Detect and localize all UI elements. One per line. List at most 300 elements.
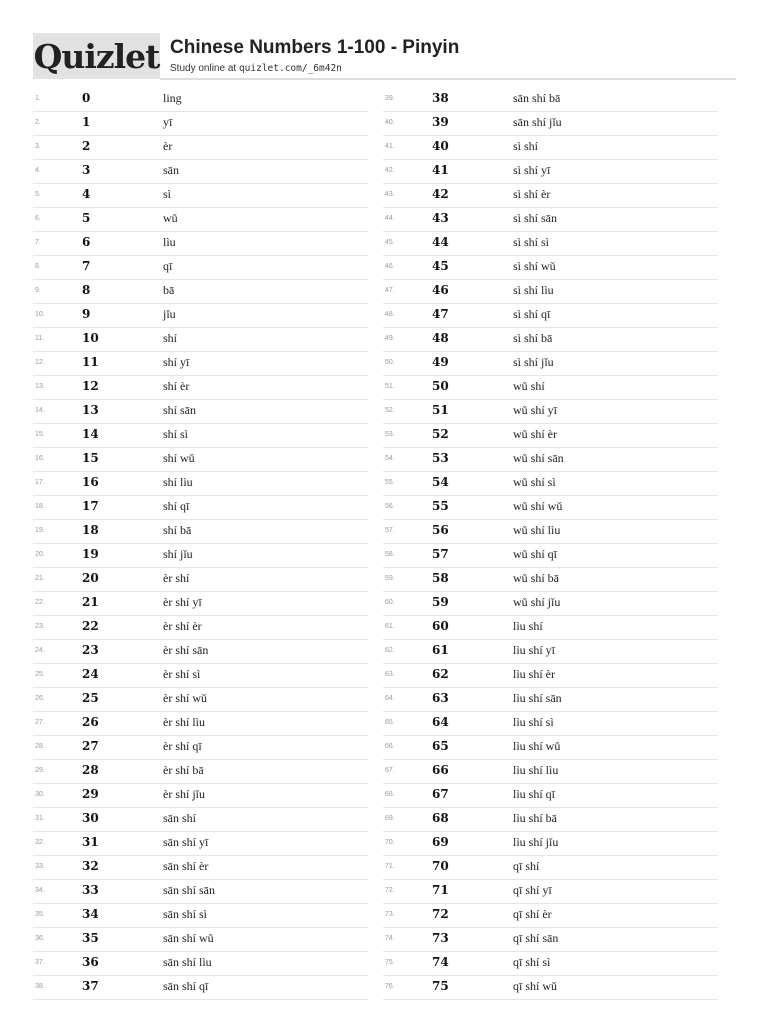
card-term: 17 <box>82 499 99 513</box>
card-definition: sì shí jǐu <box>513 355 554 369</box>
card-term: 22 <box>82 619 99 633</box>
card-definition: wǔ shí lìu <box>513 523 561 537</box>
card-row <box>33 472 368 496</box>
card-definition: sān shí sān <box>163 883 215 897</box>
card-row <box>383 208 718 232</box>
subtitle-prefix: Study online at <box>170 63 237 74</box>
study-link[interactable]: quizlet.com/_6m42n <box>238 63 342 74</box>
card-number: 53. <box>385 431 395 438</box>
card-number: 7. <box>35 239 41 246</box>
card-number: 26. <box>35 695 45 702</box>
card-definition: sān <box>163 163 179 177</box>
card-number: 31. <box>35 815 45 822</box>
card-row <box>383 256 718 280</box>
card-row <box>383 856 718 880</box>
card-number: 75. <box>385 959 395 966</box>
card-number: 37. <box>35 959 45 966</box>
card-term: 13 <box>82 403 99 417</box>
card-number: 65. <box>385 719 395 726</box>
card-definition: qī shí <box>513 859 540 873</box>
card-row <box>383 328 718 352</box>
card-definition: wǔ shí qī <box>513 547 558 561</box>
card-definition: lìu shí jǐu <box>513 835 559 849</box>
card-definition: sān shí <box>163 811 196 825</box>
card-row <box>33 376 368 400</box>
card-number: 1. <box>35 95 41 102</box>
card-definition: wǔ <box>163 211 178 225</box>
card-row <box>33 952 368 976</box>
card-number: 72. <box>385 887 395 894</box>
card-row <box>383 664 718 688</box>
card-term: 25 <box>82 691 99 705</box>
card-number: 48. <box>385 311 395 318</box>
card-definition: qī shí sān <box>513 931 559 945</box>
card-definition: lìu shí <box>513 619 543 633</box>
card-row <box>33 736 368 760</box>
card-number: 21. <box>35 575 45 582</box>
card-term: 70 <box>432 859 449 873</box>
card-term: 9 <box>82 307 91 321</box>
card-term: 40 <box>432 139 449 153</box>
card-row <box>383 784 718 808</box>
card-definition: wǔ shí wǔ <box>513 499 563 513</box>
card-row <box>33 232 368 256</box>
card-term: 66 <box>432 763 449 777</box>
card-definition: sì shí wǔ <box>513 259 556 273</box>
card-number: 49. <box>385 335 395 342</box>
card-definition: wǔ shí èr <box>513 427 557 441</box>
card-term: 48 <box>432 331 449 345</box>
card-term: 69 <box>432 835 449 849</box>
card-definition: sān shí bā <box>513 91 561 105</box>
card-row <box>33 184 368 208</box>
card-term: 27 <box>82 739 99 753</box>
card-row <box>383 544 718 568</box>
card-term: 57 <box>432 547 449 561</box>
card-term: 23 <box>82 643 99 657</box>
card-number: 11. <box>35 335 45 342</box>
card-row <box>33 640 368 664</box>
card-definition: sì shí lìu <box>513 283 554 297</box>
card-row <box>33 784 368 808</box>
card-row <box>33 544 368 568</box>
card-row <box>33 208 368 232</box>
card-definition: sān shí yī <box>163 835 209 849</box>
card-term: 55 <box>432 499 449 513</box>
card-definition: shí bā <box>163 523 192 537</box>
card-term: 18 <box>82 523 99 537</box>
card-row <box>33 88 368 112</box>
card-definition: èr shí sān <box>163 643 209 657</box>
card-number: 43. <box>385 191 395 198</box>
card-number: 25. <box>35 671 45 678</box>
card-number: 16. <box>35 455 45 462</box>
card-definition: lìu shí wǔ <box>513 739 561 753</box>
card-number: 4. <box>35 167 41 174</box>
card-definition: bā <box>163 283 175 297</box>
card-number: 69. <box>385 815 395 822</box>
card-term: 3 <box>82 163 91 177</box>
card-term: 41 <box>432 163 449 177</box>
card-number: 42. <box>385 167 395 174</box>
card-term: 28 <box>82 763 99 777</box>
card-row <box>33 808 368 832</box>
card-term: 39 <box>432 115 449 129</box>
card-number: 10. <box>35 311 45 318</box>
card-definition: wǔ shí bā <box>513 571 559 585</box>
card-definition: sì shí èr <box>513 187 551 201</box>
card-row <box>383 112 718 136</box>
card-definition: wǔ shí jǐu <box>513 595 561 609</box>
card-definition: lìu shí lìu <box>513 763 559 777</box>
card-term: 62 <box>432 667 449 681</box>
card-number: 67. <box>385 767 395 774</box>
card-definition: wǔ shí sān <box>513 451 564 465</box>
card-term: 56 <box>432 523 449 537</box>
card-term: 10 <box>82 331 99 345</box>
card-definition: wǔ shí <box>513 379 545 393</box>
card-definition: lìu shí èr <box>513 667 555 681</box>
card-number: 24. <box>35 647 45 654</box>
card-number: 62. <box>385 647 395 654</box>
card-definition: qī shí wǔ <box>513 979 558 993</box>
card-row <box>33 520 368 544</box>
card-row <box>33 856 368 880</box>
card-row <box>33 712 368 736</box>
card-term: 50 <box>432 379 449 393</box>
card-number: 59. <box>385 575 395 582</box>
card-term: 52 <box>432 427 449 441</box>
card-definition: èr shí sì <box>163 667 201 681</box>
card-term: 47 <box>432 307 449 321</box>
card-definition: shí lìu <box>163 475 193 489</box>
card-number: 22. <box>35 599 45 606</box>
card-number: 60. <box>385 599 395 606</box>
card-row <box>33 592 368 616</box>
card-term: 20 <box>82 571 99 585</box>
card-row <box>383 736 718 760</box>
card-definition: shí qī <box>163 499 190 513</box>
quizlet-logo <box>33 33 160 79</box>
page-header <box>33 33 736 81</box>
card-term: 16 <box>82 475 99 489</box>
card-row <box>383 928 718 952</box>
card-definition: qī <box>163 259 173 273</box>
card-term: 4 <box>82 187 91 201</box>
card-term: 15 <box>82 451 99 465</box>
card-row <box>383 808 718 832</box>
card-number: 34. <box>35 887 45 894</box>
page-title: Chinese Numbers 1-100 - Pinyin <box>170 37 460 58</box>
card-row <box>383 376 718 400</box>
card-row <box>383 976 718 1000</box>
card-number: 15. <box>35 431 45 438</box>
card-term: 26 <box>82 715 99 729</box>
card-term: 45 <box>432 259 449 273</box>
card-term: 46 <box>432 283 449 297</box>
header-divider <box>160 78 736 80</box>
card-number: 52. <box>385 407 395 414</box>
card-term: 59 <box>432 595 449 609</box>
card-term: 12 <box>82 379 99 393</box>
card-number: 8. <box>35 263 41 270</box>
card-term: 32 <box>82 859 99 873</box>
card-term: 21 <box>82 595 99 609</box>
card-term: 75 <box>432 979 449 993</box>
card-term: 63 <box>432 691 449 705</box>
card-row <box>383 760 718 784</box>
card-row <box>33 304 368 328</box>
card-number: 33. <box>35 863 45 870</box>
card-definition: shí sān <box>163 403 196 417</box>
card-number: 46. <box>385 263 395 270</box>
card-definition: ling <box>163 91 182 105</box>
logo-text: Quizlet <box>33 36 160 76</box>
card-number: 76. <box>385 983 395 990</box>
card-term: 7 <box>82 259 91 273</box>
card-definition: lìu shí bā <box>513 811 557 825</box>
card-number: 55. <box>385 479 395 486</box>
card-row <box>33 976 368 1000</box>
card-number: 44. <box>385 215 395 222</box>
card-term: 72 <box>432 907 449 921</box>
card-row <box>33 688 368 712</box>
card-row <box>33 352 368 376</box>
card-number: 35. <box>35 911 45 918</box>
card-term: 37 <box>82 979 99 993</box>
card-term: 73 <box>432 931 449 945</box>
card-term: 6 <box>82 235 91 249</box>
card-term: 61 <box>432 643 449 657</box>
card-definition: yī <box>163 115 173 129</box>
card-term: 0 <box>82 91 91 105</box>
card-definition: sān shí wǔ <box>163 931 214 945</box>
card-number: 38. <box>35 983 45 990</box>
card-number: 6. <box>35 215 41 222</box>
card-row <box>33 904 368 928</box>
card-number: 13. <box>35 383 45 390</box>
card-definition: wǔ shí yī <box>513 403 558 417</box>
card-row <box>383 640 718 664</box>
card-term: 5 <box>82 211 91 225</box>
card-definition: sān shí èr <box>163 859 209 873</box>
card-row <box>33 496 368 520</box>
card-definition: qī shí èr <box>513 907 552 921</box>
card-definition: lìu shí sān <box>513 691 562 705</box>
card-row <box>33 928 368 952</box>
card-row <box>383 496 718 520</box>
card-number: 54. <box>385 455 395 462</box>
card-term: 53 <box>432 451 449 465</box>
card-term: 42 <box>432 187 449 201</box>
card-number: 28. <box>35 743 45 750</box>
card-row <box>383 304 718 328</box>
card-row <box>33 760 368 784</box>
card-definition: sān shí jǐu <box>513 115 562 129</box>
card-number: 71. <box>385 863 395 870</box>
card-term: 43 <box>432 211 449 225</box>
card-definition: lìu <box>163 235 176 249</box>
card-term: 1 <box>82 115 91 129</box>
card-definition: sì <box>163 187 172 201</box>
card-number: 36. <box>35 935 45 942</box>
card-number: 58. <box>385 551 395 558</box>
card-term: 24 <box>82 667 99 681</box>
card-row <box>383 424 718 448</box>
card-term: 19 <box>82 547 99 561</box>
card-term: 34 <box>82 907 99 921</box>
card-number: 19. <box>35 527 45 534</box>
card-number: 50. <box>385 359 395 366</box>
card-row <box>383 448 718 472</box>
card-row <box>383 832 718 856</box>
card-definition: sì shí bā <box>513 331 553 345</box>
card-row <box>33 280 368 304</box>
card-number: 57. <box>385 527 395 534</box>
card-definition: sān shí qī <box>163 979 209 993</box>
card-definition: sì shí yī <box>513 163 551 177</box>
card-number: 45. <box>385 239 395 246</box>
card-number: 68. <box>385 791 395 798</box>
card-term: 29 <box>82 787 99 801</box>
card-number: 66. <box>385 743 395 750</box>
card-number: 32. <box>35 839 45 846</box>
card-definition: èr shí yī <box>163 595 202 609</box>
card-definition: qī shí yī <box>513 883 552 897</box>
card-number: 9. <box>35 287 41 294</box>
card-definition: lìu shí sì <box>513 715 554 729</box>
card-definition: wǔ shí sì <box>513 475 556 489</box>
card-row <box>33 400 368 424</box>
card-definition: èr shí <box>163 571 190 585</box>
card-number: 2. <box>35 119 41 126</box>
card-definition: qī shí sì <box>513 955 551 969</box>
card-term: 71 <box>432 883 449 897</box>
card-term: 67 <box>432 787 449 801</box>
card-term: 38 <box>432 91 449 105</box>
card-row <box>383 688 718 712</box>
card-row <box>383 280 718 304</box>
card-term: 31 <box>82 835 99 849</box>
card-definition: sān shí sì <box>163 907 208 921</box>
card-definition: shí yī <box>163 355 190 369</box>
card-term: 54 <box>432 475 449 489</box>
card-definition: shí sì <box>163 427 189 441</box>
card-number: 12. <box>35 359 45 366</box>
card-term: 14 <box>82 427 99 441</box>
card-row <box>383 184 718 208</box>
card-row <box>383 88 718 112</box>
card-term: 58 <box>432 571 449 585</box>
title-block <box>170 36 459 76</box>
card-definition: sì shí <box>513 139 539 153</box>
card-term: 33 <box>82 883 99 897</box>
card-row <box>33 616 368 640</box>
card-definition: èr shí wǔ <box>163 691 207 705</box>
card-row <box>33 448 368 472</box>
card-row <box>383 880 718 904</box>
card-row <box>33 832 368 856</box>
card-number: 14. <box>35 407 45 414</box>
card-number: 17. <box>35 479 45 486</box>
card-term: 44 <box>432 235 449 249</box>
card-row <box>383 400 718 424</box>
card-number: 61. <box>385 623 395 630</box>
card-number: 39. <box>385 95 395 102</box>
card-definition: sì shí sì <box>513 235 550 249</box>
card-term: 68 <box>432 811 449 825</box>
card-list-right <box>383 88 718 1000</box>
card-row <box>383 352 718 376</box>
card-number: 20. <box>35 551 45 558</box>
card-definition: èr shí lìu <box>163 715 205 729</box>
card-definition: sān shí lìu <box>163 955 212 969</box>
card-definition: èr shí èr <box>163 619 202 633</box>
card-definition: èr shí jǐu <box>163 787 205 801</box>
card-number: 23. <box>35 623 45 630</box>
card-row <box>33 136 368 160</box>
card-definition: shí jǐu <box>163 547 193 561</box>
card-row <box>33 256 368 280</box>
card-term: 8 <box>82 283 91 297</box>
card-term: 74 <box>432 955 449 969</box>
card-definition: shí èr <box>163 379 190 393</box>
card-row <box>33 664 368 688</box>
card-row <box>383 160 718 184</box>
card-term: 51 <box>432 403 449 417</box>
card-term: 65 <box>432 739 449 753</box>
card-definition: lìu shí yī <box>513 643 556 657</box>
card-definition: èr shí qī <box>163 739 202 753</box>
card-number: 18. <box>35 503 45 510</box>
card-number: 64. <box>385 695 395 702</box>
card-number: 30. <box>35 791 45 798</box>
card-row <box>33 328 368 352</box>
card-definition: shí <box>163 331 178 345</box>
card-term: 2 <box>82 139 91 153</box>
card-number: 56. <box>385 503 395 510</box>
card-definition: jǐu <box>163 307 176 321</box>
card-term: 60 <box>432 619 449 633</box>
card-row <box>383 952 718 976</box>
card-number: 3. <box>35 143 41 150</box>
card-definition: lìu shí qī <box>513 787 556 801</box>
card-number: 27. <box>35 719 45 726</box>
card-row <box>383 232 718 256</box>
card-definition: sì shí sān <box>513 211 558 225</box>
card-row <box>383 568 718 592</box>
card-row <box>33 568 368 592</box>
card-term: 64 <box>432 715 449 729</box>
card-row <box>383 520 718 544</box>
page-subtitle <box>170 62 459 76</box>
card-row <box>383 712 718 736</box>
card-term: 49 <box>432 355 449 369</box>
card-number: 5. <box>35 191 41 198</box>
card-number: 51. <box>385 383 395 390</box>
card-number: 63. <box>385 671 395 678</box>
card-definition: èr <box>163 139 173 153</box>
card-row <box>33 160 368 184</box>
card-term: 30 <box>82 811 99 825</box>
card-list-left <box>33 88 368 1000</box>
card-row <box>33 112 368 136</box>
card-number: 47. <box>385 287 395 294</box>
card-row <box>33 880 368 904</box>
card-term: 35 <box>82 931 99 945</box>
card-row <box>33 424 368 448</box>
card-definition: sì shí qī <box>513 307 551 321</box>
